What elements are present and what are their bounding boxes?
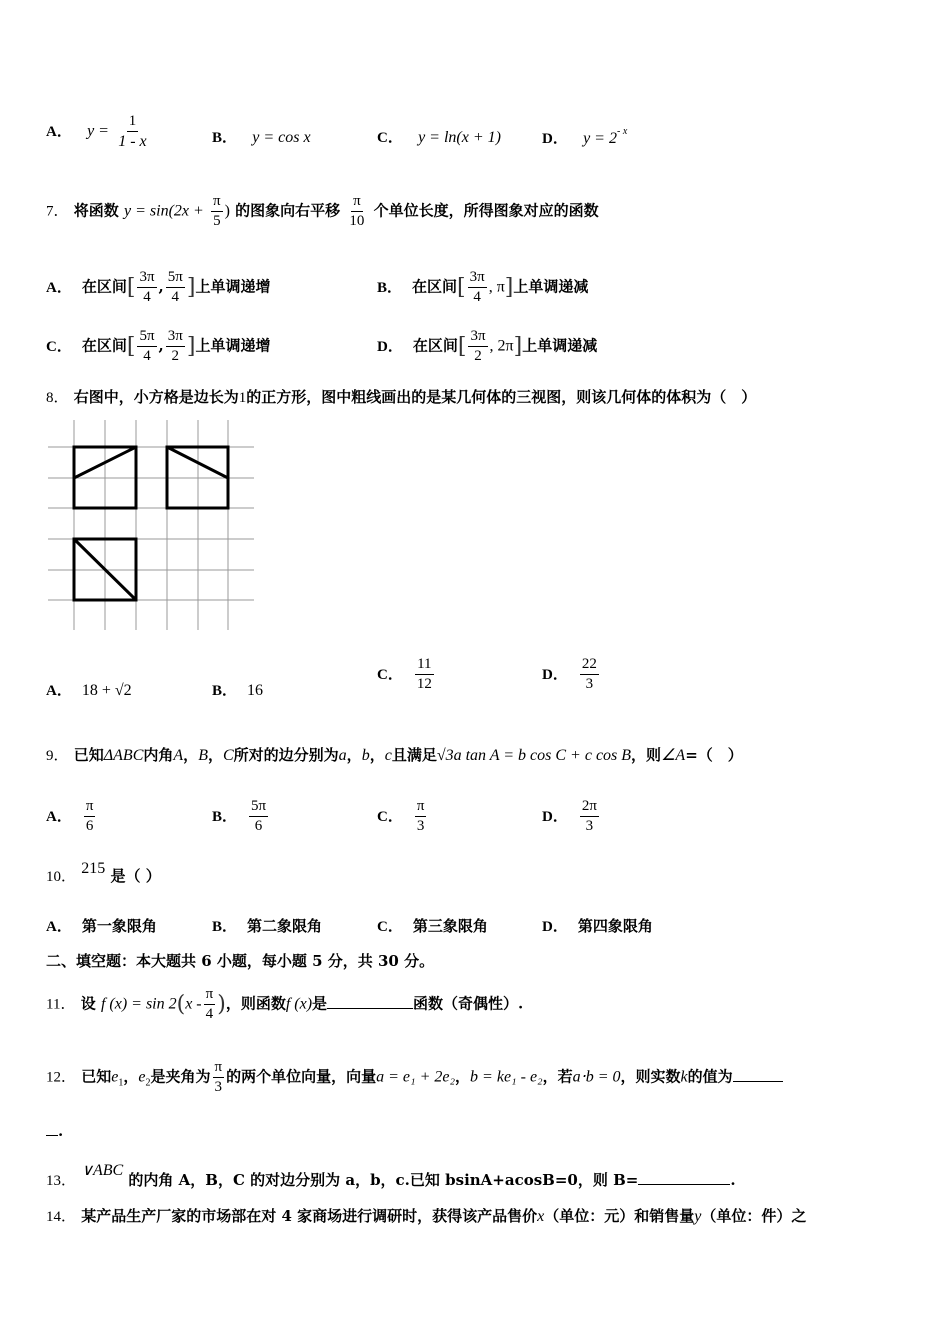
q9-option-b: B． $\frac{5\pi}{6}$ — [212, 798, 267, 834]
q14-stem: 14． 某产品生产厂家的市场部在对 4 家商场进行调研时，获得该产品售价x（单位：元）和销售量y（单位：件）之 — [46, 1207, 807, 1225]
math-expr: y = — [87, 122, 109, 140]
fraction: $\frac{\pi}{10}$ — [349, 193, 365, 229]
q10-option-d: D． 第四象限角 — [542, 917, 653, 935]
q9-option-a: A． $\frac{\pi}{6}$ — [46, 798, 94, 834]
q10-option-b: B． 第二象限角 — [212, 917, 323, 935]
fraction: $\frac{1}{1 - x}$ — [118, 113, 147, 150]
section-heading: 二、填空题：本大题共 6 小题，每小题 5 分，共 30 分。 — [46, 952, 435, 970]
answer-blank[interactable] — [327, 1008, 413, 1009]
q12-stem: 12． 已知$e_1$，$e_2$是夹角为 $\frac{\pi}{3}$ 的两个单位向量，向量a = e₁ + 2e₂，b = ke₁ - e₂，若a⋅b = 0，则实数k的值为 — [46, 1058, 783, 1097]
q7-option-b: B． 在区间[ $\frac{3\pi}{4}$ , π]上单调递减 — [377, 269, 589, 305]
question-number: 14． — [46, 1209, 77, 1225]
math-expr: y = sin(2x + — [124, 202, 204, 220]
q10-option-c: C． 第三象限角 — [377, 917, 488, 935]
q13-stem: 13． ∨ABC 的内角 A，B，C 的对边分别为 a，b，c.已知 bsinA+acosB=0，则 B= . — [46, 1162, 736, 1189]
q7-option-a: A． 在区间[ $\frac{3\pi}{4}$ , $\frac{5\pi}{4}$ ]上单调递增 — [46, 269, 271, 305]
answer-blank-cont[interactable] — [46, 1135, 58, 1136]
option-label: A． — [46, 123, 72, 140]
q6-option-b — [212, 126, 311, 147]
question-number: 13． — [46, 1173, 77, 1189]
q6-option-c — [377, 126, 501, 147]
q10-stem: 10． 215 是（ ） — [46, 860, 161, 885]
q8-stem: 8． 右图中，小方格是边长为1的正方形，图中粗线画出的是某几何体的三视图，则该几何体的体积为（ ） — [46, 388, 757, 406]
q7-option-d: D． 在区间[ $\frac{3\pi}{2}$ , 2π]上单调递减 — [377, 328, 598, 364]
math-expr: y = 2 — [583, 130, 617, 147]
q9-option-d: D． $\frac{2\pi}{3}$ — [542, 798, 597, 834]
q8-option-c: C． $\frac{11}{12}$ — [377, 656, 432, 692]
math-expr: y = ln(x + 1) — [418, 129, 501, 146]
question-number: 12． — [46, 1069, 77, 1086]
question-number: 7． — [46, 203, 69, 220]
math-expr: y = cos x — [252, 129, 311, 146]
question-number: 10． — [46, 869, 77, 885]
q12-continuation: . — [46, 1122, 63, 1140]
q9-stem: 9． 已知ΔABC内角A，B，C所对的边分别为a，b，c且满足√3a tan A = b cos C + c cos B，则∠A=（ ） — [46, 746, 743, 764]
option-label: D． — [542, 131, 568, 147]
three-view-diagram — [48, 420, 258, 632]
q10-option-a: A． 第一象限角 — [46, 917, 157, 935]
q11-stem: 11． 设 f (x) = sin 2(x - $\frac{\pi}{4}$ )，则函数f (x)是 函数（奇偶性）. — [46, 986, 524, 1022]
question-number: 9． — [46, 748, 69, 764]
answer-blank[interactable] — [733, 1081, 783, 1082]
q7-option-c: C． 在区间[ $\frac{5\pi}{4}$ , $\frac{3\pi}{2}$ ]上单调递增 — [46, 328, 271, 364]
fraction: $\frac{\pi}{5}$ — [213, 193, 221, 229]
question-number: 8． — [46, 390, 69, 406]
q8-option-a: A． 18 + √2 — [46, 682, 132, 699]
q8-option-b: B． 16 — [212, 682, 264, 699]
option-label: C． — [377, 130, 403, 146]
q6-option-a — [46, 112, 151, 151]
answer-blank[interactable] — [638, 1184, 730, 1185]
q6-option-d — [542, 126, 627, 148]
option-label: B． — [212, 130, 238, 146]
exponent: - x — [616, 126, 628, 137]
q7-stem: 7． 将函数 y = sin(2x + $\frac{\pi}{5}$ ) 的图象向右平移 $\frac{\pi}{10}$ 个单位长度，所得图象对应的函数 — [46, 193, 599, 229]
q8-option-d: D． $\frac{22}{3}$ — [542, 656, 597, 692]
condition-expr: √3a tan A = b cos C + c cos B — [436, 747, 632, 764]
q9-option-c: C． $\frac{\pi}{3}$ — [377, 798, 425, 834]
question-number: 11． — [46, 996, 76, 1013]
angle-value: 215 — [81, 860, 106, 877]
